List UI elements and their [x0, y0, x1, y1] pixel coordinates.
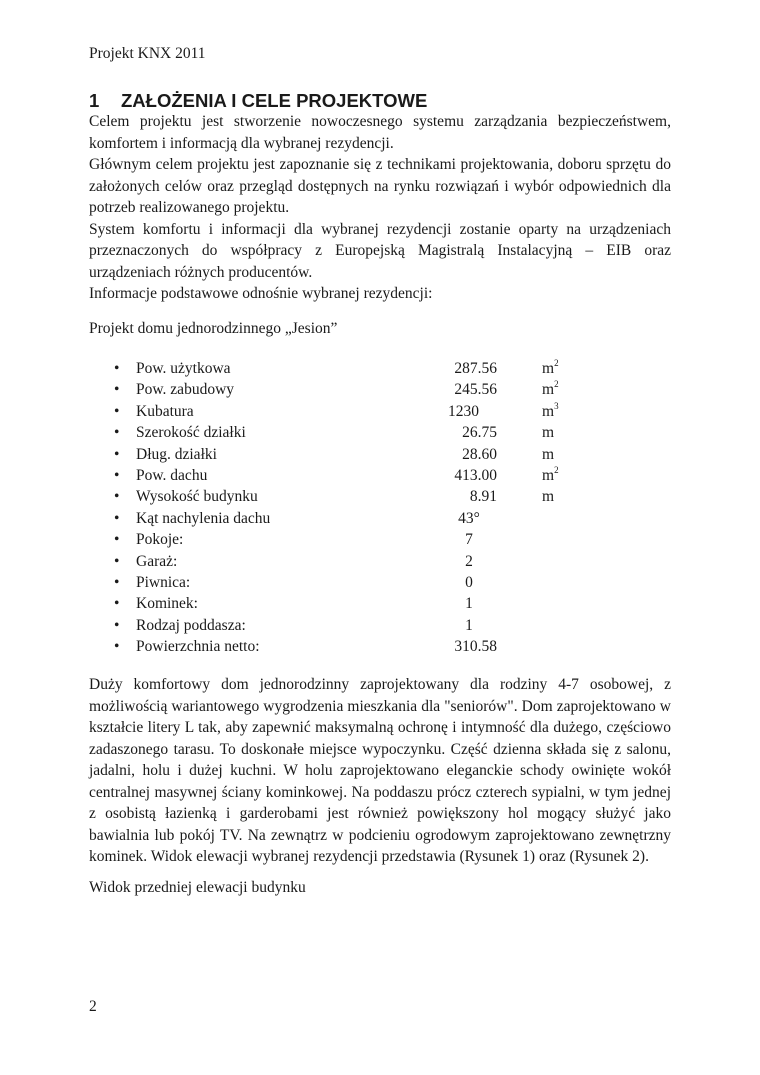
- spec-label: Kubatura: [136, 402, 194, 420]
- section-heading: [89, 90, 427, 112]
- page-number: 2: [89, 998, 97, 1015]
- spec-list: [89, 358, 589, 657]
- bullet-icon: •: [114, 402, 120, 420]
- spec-value: 310.58: [454, 638, 497, 656]
- spec-label: Pow. dachu: [136, 466, 208, 484]
- spec-label: Pow. zabudowy: [136, 381, 235, 399]
- spec-item: [89, 444, 589, 465]
- spec-value: 28.60: [462, 445, 497, 463]
- spec-value: 287.56: [454, 360, 497, 377]
- spec-item: [89, 636, 589, 657]
- spec-label: Kominek:: [136, 595, 198, 613]
- spec-label: Szerokość działki: [136, 424, 246, 442]
- spec-value: 1: [465, 616, 473, 634]
- spec-unit: $m^2$: [542, 358, 559, 377]
- spec-value: 8.91: [469, 488, 497, 506]
- spec-unit: $m^2$: [542, 379, 559, 399]
- spec-item: [89, 465, 589, 486]
- bullet-icon: •: [114, 445, 120, 463]
- section-title: ZAŁOŻENIA I CELE PROJEKTOWE: [121, 90, 428, 111]
- spec-value: 43°: [458, 509, 480, 527]
- spec-value: 7: [465, 531, 473, 549]
- spec-item: [89, 358, 589, 379]
- bullet-icon: •: [114, 509, 120, 527]
- intro-text: [89, 111, 671, 305]
- bullet-icon: •: [114, 552, 120, 570]
- bullet-icon: •: [114, 616, 120, 634]
- spec-label: Kąt nachylenia dachu: [136, 509, 271, 527]
- spec-label: Rodzaj poddasza:: [136, 616, 246, 634]
- spec-item: [89, 379, 589, 400]
- section-number: 1: [89, 90, 100, 111]
- bullet-icon: •: [114, 466, 120, 484]
- spec-label: Wysokość budynku: [136, 488, 258, 506]
- spec-item: [89, 551, 589, 572]
- spec-label: Dług. działki: [136, 445, 217, 463]
- spec-item: [89, 422, 589, 443]
- spec-value: 0: [465, 573, 473, 591]
- spec-unit: $m^2$: [542, 464, 559, 484]
- description-paragraph: Duży komfortowy dom jednorodzinny zaprojektowany dla rodziny 4-7 osobowej, z możliwością wariantowego wygrodzenia mieszkania dla "seniorów". Dom zaprojektowano w kształcie litery L tak, aby zapewnić maksymalną ochronę i intymność dla dużego, częściowo zadaszonego tarasu. To doskonałe miejsce wypoczynku. Część dzienna składa się z salonu, jadalni, holu i dużej kuchni. W holu zaprojektowano eleganckie schody owinięte wokół centralnej masywnej ściany kominkowej. Na poddaszu prócz czterech sypialni, w tym jednej z osobistą łazienką i garderobami jest również powiększony hol mogący służyć jako bawialnia lub pokój TV. Na zewnątrz w podcieniu ogrodowym zaprojektowano zewnętrzny kominek. Widok elewacji wybranej rezydencji przedstawia (Rysunek 1) oraz (Rysunek 2).: [89, 676, 671, 865]
- intro-paragraph: System komfortu i informacji dla wybranej rezydencji zostanie oparty na urządzeniach przeznaczonych do współpracy z Europejską Magistralą Instalacyjną – EIB oraz urządzeniach różnych producentów.: [89, 220, 671, 281]
- spec-value: 245.56: [454, 381, 497, 399]
- spec-label: Powierzchnia netto:: [136, 638, 260, 656]
- bullet-icon: •: [114, 531, 120, 549]
- spec-unit: m: [542, 424, 555, 442]
- bullet-icon: •: [114, 573, 120, 591]
- bullet-icon: •: [114, 424, 120, 442]
- spec-value: 2: [465, 552, 473, 570]
- spec-value: 1: [465, 595, 473, 613]
- spec-unit: m: [542, 488, 555, 506]
- bullet-icon: •: [114, 488, 120, 506]
- spec-value: 413.00: [454, 466, 497, 484]
- spec-label: Pokoje:: [136, 531, 184, 549]
- spec-item: [89, 615, 589, 636]
- bullet-icon: •: [114, 595, 120, 613]
- spec-label: Piwnica:: [136, 573, 191, 591]
- spec-item: [89, 572, 589, 593]
- intro-paragraph: Głównym celem projektu jest zapoznanie się z technikami projektowania, doboru sprzętu do założonych celów oraz przegląd dostępnych na rynku rozwiązań i wybór odpowiednich dla potrzeb realizowanego projektu.: [89, 156, 671, 216]
- spec-value: 1230: [448, 402, 479, 420]
- bullet-icon: •: [114, 360, 120, 377]
- spec-label: Pow. użytkowa: [136, 360, 231, 377]
- bullet-icon: •: [114, 381, 120, 399]
- page-header: Projekt KNX 2011: [89, 45, 206, 62]
- figure-caption: Widok przedniej elewacji budynku: [89, 879, 306, 896]
- project-name: Projekt domu jednorodzinnego „Jesion”: [89, 320, 338, 337]
- bullet-icon: •: [114, 638, 120, 656]
- spec-label: Garaż:: [136, 552, 178, 570]
- spec-item: [89, 508, 589, 529]
- spec-unit: m: [542, 445, 555, 463]
- spec-item: [89, 486, 589, 507]
- spec-item: [89, 593, 589, 614]
- spec-item: [89, 401, 589, 422]
- intro-paragraph: Celem projektu jest stworzenie nowoczesnego systemu zarządzania bezpieczeństwem, komfortem i informacją dla wybranej rezydencji.: [89, 113, 671, 152]
- intro-paragraph: Informacje podstawowe odnośnie wybranej rezydencji:: [89, 285, 433, 302]
- spec-value: 26.75: [462, 424, 497, 442]
- spec-unit: $m^3$: [542, 400, 559, 420]
- spec-item: [89, 529, 589, 550]
